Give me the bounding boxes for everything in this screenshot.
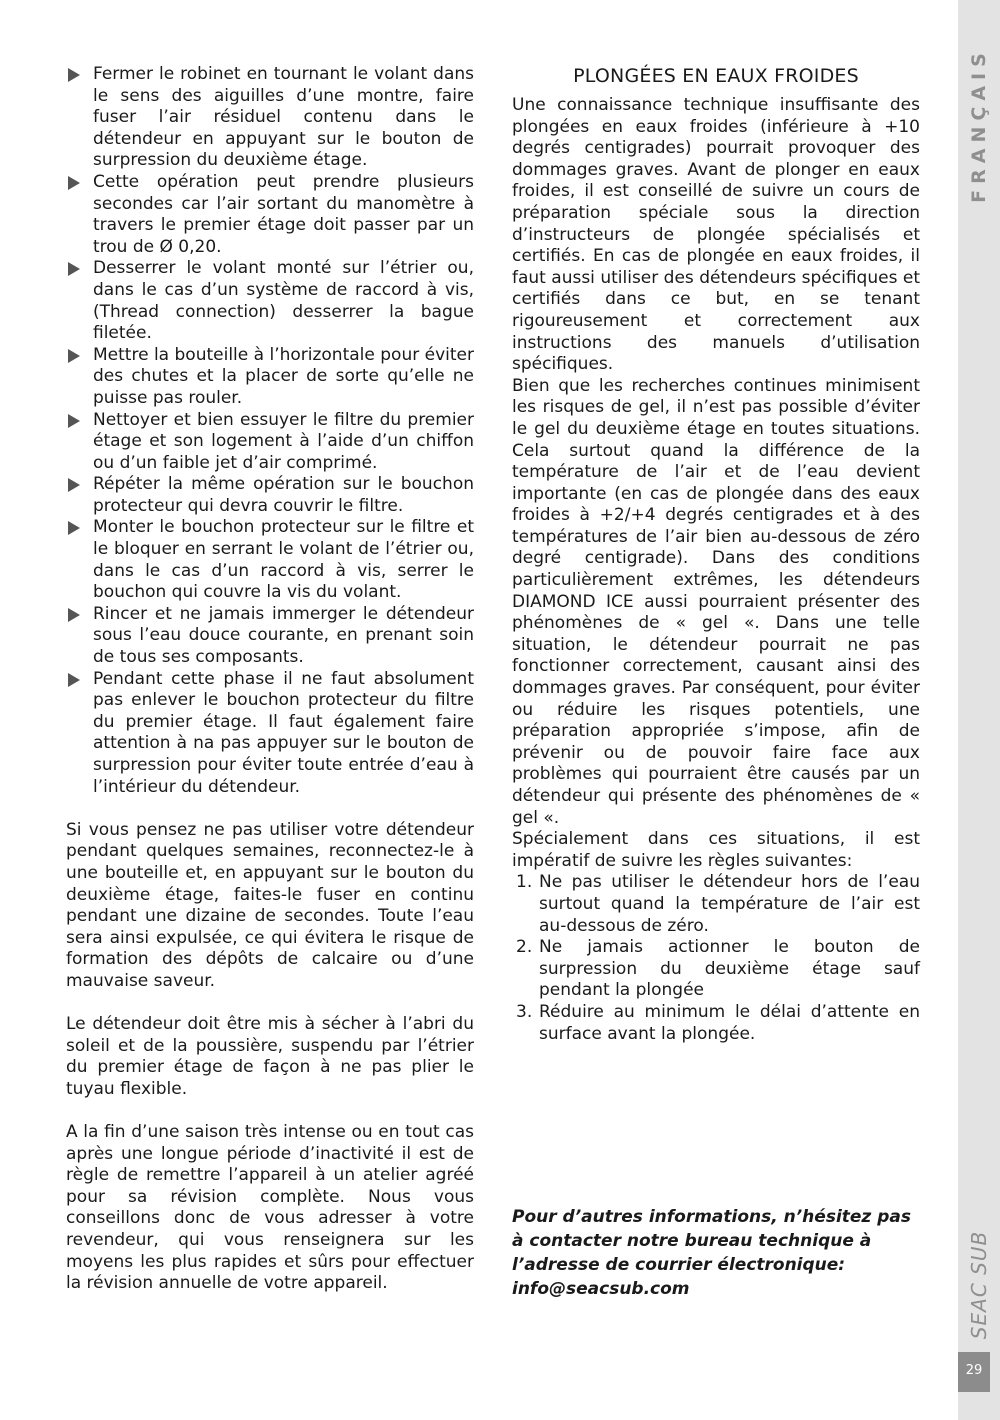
side-tab: [958, 0, 1000, 1420]
rule-item: [512, 1002, 920, 1045]
step-item: Nettoyer et bien essuyer le filtre du premier étage et son logement à l’aide d’un chiffon ou d’un faible jet d’air comprimé.: [66, 410, 474, 475]
rule-number: 1.: [516, 872, 533, 893]
language-label: FRANÇAIS: [968, 47, 990, 203]
brand-tab: [958, 1225, 1000, 1345]
storage-paragraph: Si vous pensez ne pas utiliser votre détendeur pendant quelques semaines, reconnectez-le à une bouteille et, en appuyant sur le bouton du deuxième étage, faites-le fuser en continu pendant une dizaine de secondes. Toute l’eau sera ainsi expulsée, ce qui évitera le risque de formation des dépôts de calcaire ou d’une mauvaise saveur.: [66, 819, 474, 991]
brand-label: SEAC SUB: [967, 1230, 991, 1340]
rule-number: 3.: [516, 1001, 533, 1022]
step-item: Rincer et ne jamais immerger le détendeur sous l’eau douce courante, en prenant soin de tous ses composants.: [66, 604, 474, 669]
step-item: Desserrer le volant monté sur l’étrier ou, dans le cas d’un système de raccord à vis, (Thread connection) desserrer la bague filetée.: [66, 258, 474, 344]
page-number: 29: [965, 1363, 983, 1378]
step-item: Fermer le robinet en tournant le volant dans le sens des aiguilles d’une montre, faire fuser l’air résiduel contenu dans le détendeur en appuyant sur le bouton de surpression du deuxième étage.: [66, 64, 474, 172]
step-item: Mettre la bouteille à l’horizontale pour éviter des chutes et la placer de sorte qu’elle ne puisse pas rouler.: [66, 345, 474, 410]
rule-text: Ne pas utiliser le détendeur hors de l’eau surtout quand la température de l’air est au-dessous de zéro.: [539, 872, 920, 936]
freezing-risk-paragraph: Bien que les recherches continues minimisent les risques de gel, il n’est pas possible d’éviter le gel du deuxième étage en toutes situations. Cela surtout quand la différence de la température de l’air et de l’eau devient importante (en cas de plongée dans des eaux froides à +2/+4 degrés centigrades et à des températures de l’air bien au-dessous de zéro degré centigrade). Dans des conditions particulièrement extrêmes, les détendeurs DIAMOND ICE aussi pourraient présenter des phénomènes de « gel «. Dans une telle situation, le détendeur pourrait ne pas fonctionner correctement, causant ainsi des dommages graves. Par conséquent, pour éviter ou réduire les risques potentiels, une préparation appropriée s’impose, afin de prévenir ou de pouvoir faire face aux problèmes qui pourraient être causés par un détendeur qui présente des phénomènes de « gel «.: [512, 375, 920, 828]
cold-water-intro-paragraph: Une connaissance technique insuffisante des plongées en eaux froides (inférieure à +10 degrés centigrades) pourrait provoquer des dommages graves. Avant de plonger en eaux froides, il est conseillé de suivre un cours de préparation spéciale sous la direction d’instructeurs de plongée spécialisés et certifiés. En cas de plongée en eaux froides, il faut aussi utiliser des détendeurs spécifiques et certifiés dans ce but, en se tenant rigoureusement et correctement aux instructions des manuels d’utilisation spécifiques.: [512, 95, 920, 375]
rule-text: Ne jamais actionner le bouton de surpression du deuxième étage sauf pendant la plongée: [539, 937, 920, 1001]
service-paragraph: A la fin d’une saison très intense ou en tout cas après une longue période d’inactivité il est de règle de remettre l’appareil à un atelier agréé pour sa révision complète. Nous vous conseillons donc de vous adresser à votre revendeur, qui vous renseignera sur les moyens les plus rapides et sûrs pour effectuer la révision annuelle de votre appareil.: [66, 1122, 474, 1294]
rule-text: Réduire au minimum le délai d’attente en surface avant la plongée.: [539, 1001, 920, 1044]
rule-item: [512, 872, 920, 937]
rule-item: [512, 937, 920, 1002]
left-column: [66, 64, 474, 1295]
section-title: PLONGÉES EN EAUX FROIDES: [573, 65, 859, 87]
rules-list: [512, 872, 920, 1045]
step-item: Pendant cette phase il ne faut absolument pas enlever le bouchon protecteur du filtre du premier étage. Il faut également faire attention à na pas appuyer sur le bouton de surpression pour éviter toute entrée d’eau à l’intérieur du détendeur.: [66, 669, 474, 799]
page-number-box: [958, 1352, 990, 1392]
rules-intro-paragraph: Spécialement dans ces situations, il est impératif de suivre les règles suivantes:: [512, 829, 920, 871]
step-item: Cette opération peut prendre plusieurs secondes car l’air sortant du manomètre à travers le premier étage doit passer par un trou de Ø 0,20.: [66, 172, 474, 258]
step-item: Répéter la même opération sur le bouchon protecteur qui devra couvrir le filtre.: [66, 474, 474, 517]
step-item: Monter le bouchon protecteur sur le filtre et le bloquer en serrant le volant de l’étrier ou, dans le cas d’un raccord à vis, serrer le bouchon qui couvre la vis du volant.: [66, 517, 474, 603]
drying-paragraph: Le détendeur doit être mis à sécher à l’abri du soleil et de la poussière, suspendu par l’étrier du premier étage de façon à ne pas plier le tuyau flexible.: [66, 1014, 474, 1099]
rule-number: 2.: [516, 937, 533, 958]
contact-note: Pour d’autres informations, n’hésitez pas à contacter notre bureau technique à l’adresse de courrier électronique: info@seacsub.com: [512, 1207, 911, 1299]
maintenance-steps-list: [66, 64, 474, 798]
language-tab: [958, 47, 1000, 203]
right-column: [512, 64, 920, 1045]
